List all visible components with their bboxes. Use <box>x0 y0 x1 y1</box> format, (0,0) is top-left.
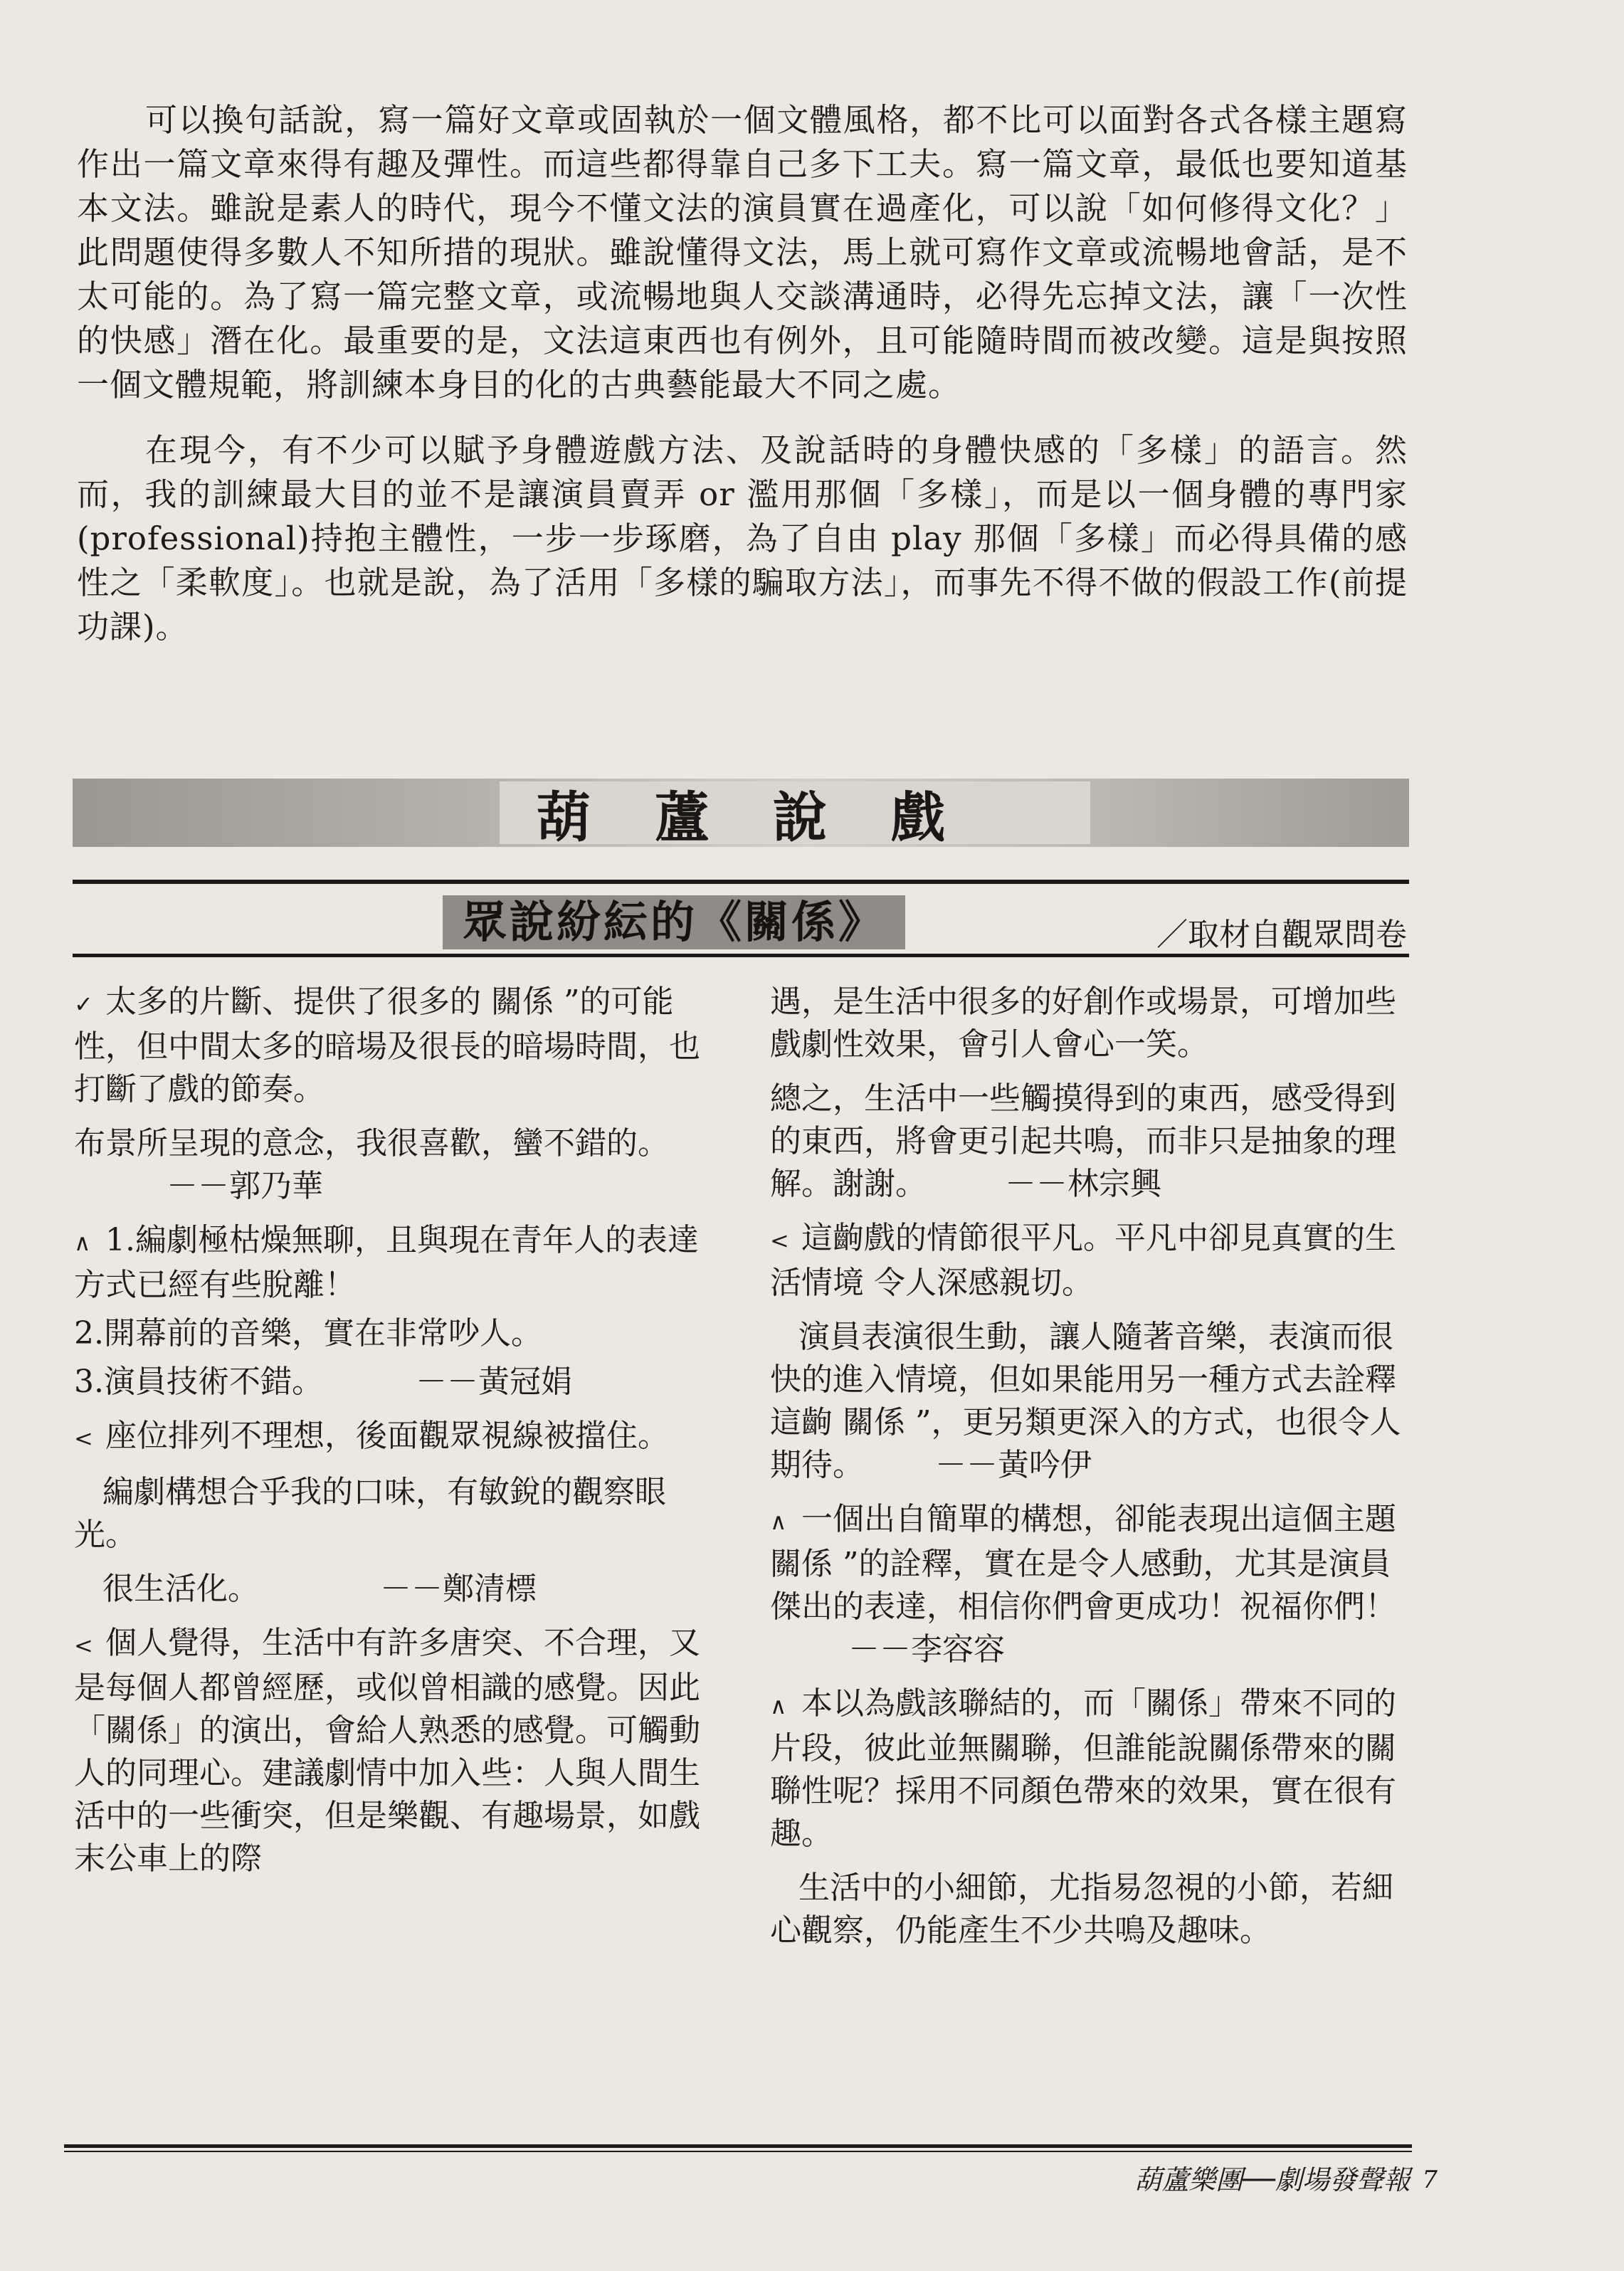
intro-paragraph-1: 可以換句話說，寫一篇好文章或固執於一個文體風格，都不比可以面對各式各樣主題寫作出一篇文章來得有趣及彈性。而這些都得靠自己多下工夫。寫一篇文章，最低也要知道基本文法。雖說是素人的時代，現今不懂文法的演員實在過產化，可以說「如何修得文化？」此問題使得多數人不知所措的現狀。雖說懂得文法，馬上就可寫作文章或流暢地會話，是不太可能的。為了寫一篇完整文章，或流暢地與人交談溝通時，必得先忘掉文法，讓「一次性的快感」潛在化。最重要的是，文法這東西也有例外，且可能隨時間而被改變。這是與按照一個文體規範，將訓練本身目的化的古典藝能最大不同之處。 <box>77 101 1408 404</box>
comment-2-item-1: ∧ 1.編劇極枯燥無聊，且與現在青年人的表達方式已經有些脫離！ <box>74 1222 699 1303</box>
article-source: ／取材自觀眾問卷 <box>1156 917 1407 953</box>
angle-mark-icon: < <box>74 1425 93 1452</box>
section-title: 葫蘆說戲 <box>537 785 1009 849</box>
comment-7: ∧ 本以為戲該聯結的，而「關係」帶來不同的片段，彼此並無關聯，但誰能說關係帶來的關聯性呢？採用不同顏色帶來的效果，實在很有趣。 <box>770 1685 1396 1852</box>
comment-4-continued: 遇，是生活中很多的好創作或場景，可增加些戲劇性效果，會引人會心一笑。 <box>770 984 1396 1063</box>
comment-4: < 個人覺得，生活中有許多唐突、不合理，又是每個人都曾經歷，或似曾相識的感覺。因此「關係」的演出，會給人熟悉的感覺。可觸動人的同理心。建議劇情中加入些：人與人間生活中的一些衝突，但是樂觀、有趣場景，如戲末公車上的際 <box>74 1625 700 1877</box>
section-banner <box>73 779 1409 847</box>
left-column <box>74 981 715 1892</box>
comment-2-item-2: 2.開幕前的音樂，實在非常吵人。 <box>74 1315 542 1351</box>
caret-mark-icon: ∧ <box>770 1692 787 1719</box>
comment-author: －－李容容 <box>848 1631 1005 1667</box>
comment-author: －－黃吟伊 <box>935 1447 1092 1483</box>
check-mark-icon: ✓ <box>74 991 93 1018</box>
comment-author: －－郭乃華 <box>167 1168 323 1204</box>
comment-3-continued: 編劇構想合乎我的口味，有敏銳的觀察眼光。 <box>74 1474 666 1553</box>
comment-6: ∧ 一個出自簡單的構想，卻能表現出這個主題 關係 ”的詮釋，實在是令人感動，尤其是演員傑出的表達，相信你們會更成功！祝福你們！－－李容容 <box>770 1498 1403 1671</box>
footer-rule <box>64 2144 1412 2148</box>
footer-publication: 葫蘆樂團──劇場發聲報 <box>1134 2164 1411 2196</box>
comment-7-continued: 生活中的小細節，尤指易忽視的小節，若細心觀察，仍能產生不少共鳴及趣味。 <box>770 1870 1393 1949</box>
comment-1: ✓ 太多的片斷、提供了很多的 關係 ”的可能性，但中間太多的暗場及很長的暗場時間，也打斷了戲的節奏。 <box>74 984 700 1107</box>
page-number: 7 <box>1422 2166 1438 2194</box>
comment-author: －－黃冠娟 <box>415 1364 572 1400</box>
article-title: 眾說紛紜的《關係》 <box>443 895 905 949</box>
angle-mark-icon: < <box>770 1227 789 1254</box>
comment-3: < 座位排列不理想，後面觀眾視線被擋住。 <box>74 1415 715 1460</box>
caret-mark-icon: ∧ <box>770 1508 787 1535</box>
intro-paragraph-2: 在現今，有不少可以賦予身體遊戲方法、及說話時的身體快感的「多樣」的語言。然而，我的訓練最大目的並不是讓演員賣弄 or 濫用那個「多樣」，而是以一個身體的專門家(professional)持抱主體性，一步一步琢磨，為了自由 play 那個「多樣」而必得具備的感性之「柔軟度」。也就是說，為了活用「多樣的騙取方法」，而事先不得不做的假設工作(前提功課)。 <box>77 431 1408 646</box>
comment-3-closing: 很生活化。 －－鄭清標 <box>74 1568 715 1611</box>
intro-section <box>77 98 1408 649</box>
article-rule-bottom <box>73 954 1409 957</box>
comment-4-closing: 總之，生活中一些觸摸得到的東西，感受得到的東西，將會更引起共鳴，而非只是抽象的理解。謝謝。 －－林宗興 <box>770 1077 1403 1206</box>
footer-rule-thin <box>64 2151 1412 2152</box>
angle-mark-icon: < <box>74 1632 93 1659</box>
comment-author: －－林宗興 <box>1005 1166 1161 1202</box>
comment-author: －－鄭清標 <box>380 1571 537 1607</box>
comment-5-continued: 演員表演很生動，讓人隨著音樂，表演而很快的進入情境，但如果能用另一種方式去詮釋這齣 關係 ”，更另類更深入的方式，也很令人期待。 －－黃吟伊 <box>770 1316 1403 1487</box>
comment-1-continued: 布景所呈現的意念，我很喜歡，蠻不錯的。－－郭乃華 <box>74 1122 715 1208</box>
article-rule-top <box>73 880 1409 884</box>
right-column <box>770 981 1403 1964</box>
comment-5: < 這齣戲的情節很平凡。平凡中卻見真實的生活情境 令人深感親切。 <box>770 1220 1396 1301</box>
caret-mark-icon: ∧ <box>74 1229 91 1256</box>
comment-2-item-3: 3.演員技術不錯。 －－黃冠娟 <box>74 1361 715 1403</box>
